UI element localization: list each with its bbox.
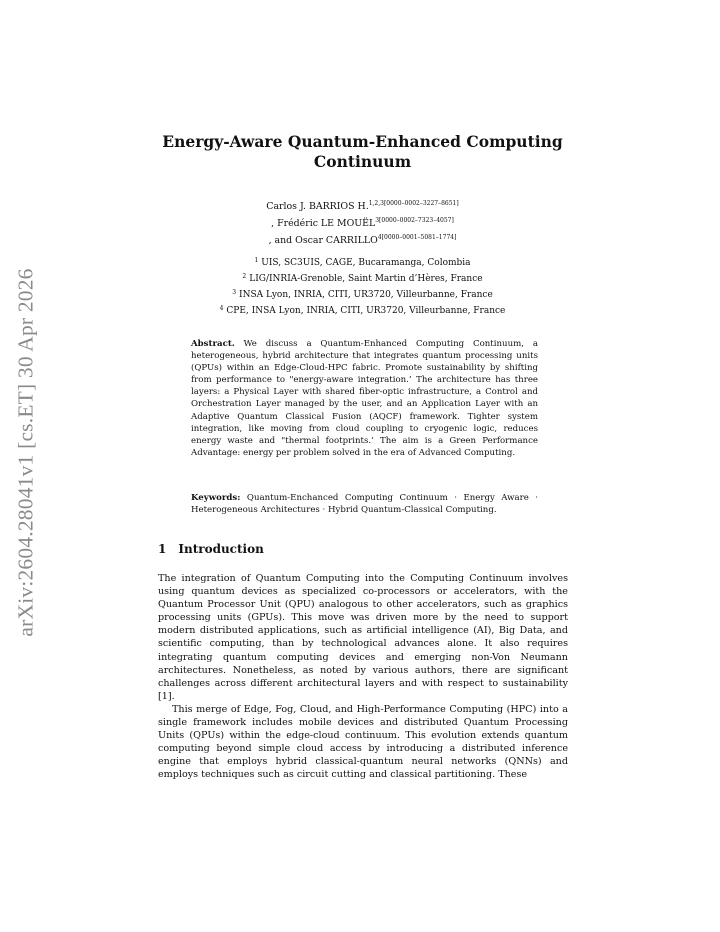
author-name: , Frédéric LE MOUËL <box>271 218 376 229</box>
affiliation <box>150 254 575 270</box>
author-name: Carlos J. BARRIOS H. <box>266 201 369 212</box>
arxiv-stamp <box>4 262 48 642</box>
affiliation-number: 2 <box>242 273 247 280</box>
affiliation-text: LIG/INRIA-Grenoble, Saint Martin d’Hères, France <box>249 274 483 284</box>
paragraph: The integration of Quantum Computing into the Computing Continuum involves using quantum devices as specialized co-processors or accelerators, with the Quantum Processor Unit (QPU) analogous to other accelerators, such as graphics processing units (GPUs). This move was driven more by the need to support modern distributed applications, such as artificial intelligence (AI), Big Data, and scientific computing, than by technological advances alone. It also requires integrating quantum computing devices and emerging non-Von Neumann architectures. Nonetheless, as noted by various authors, there are significant challenges across different architectural layers and with respect to sustainability [1]. <box>158 573 568 702</box>
paragraph: This merge of Edge, Fog, Cloud, and High-Performance Computing (HPC) into a single framework includes mobile devices and distributed Quantum Processing Units (QPUs) within the edge-cloud continuum. This evolution extends quantum computing beyond simple cloud access by introducing a distributed inference engine that employs hybrid classical-quantum neural networks (QNNs) and employs techniques such as circuit cutting and classical partitioning. These <box>158 703 568 781</box>
author-line <box>150 197 575 214</box>
affiliation <box>150 286 575 302</box>
affiliation-number: 3 <box>232 289 237 296</box>
affiliation-list <box>150 254 575 318</box>
author-list <box>150 197 575 248</box>
author-orcid: 3[0000–0002–7323–4057] <box>375 217 454 224</box>
affiliation-text: INSA Lyon, INRIA, CITI, UR3720, Villeurbanne, France <box>239 290 493 300</box>
author-orcid: 4[0000–0001–5081–1774] <box>377 234 457 241</box>
abstract-text: We discuss a Quantum-Enhanced Computing Continuum, a heterogeneous, hybrid architecture that integrates quantum processing units (QPUs) within an Edge-Cloud-HPC fabric. Promote sustainability by shifting from performance to "energy-aware integration.’ The architecture has three layers: a Physical Layer with shared fiber-optic infrastructure, a Control and Orchestration Layer managed by the user, and an Application Layer with an Adaptive Quantum Classical Fusion (AQCF) framework. Tighter system integration, like moving from cloud coupling to cryogenic logic, reduces energy waste and "thermal footprints.’ The aim is a Green Performance Advantage: energy per problem solved in the era of Advanced Computing. <box>191 339 538 458</box>
affiliation-number: 1 <box>254 257 259 264</box>
author-line <box>150 231 575 248</box>
keywords-label: Keywords: <box>191 493 241 503</box>
section-number: 1 <box>158 542 167 556</box>
arxiv-id: arXiv:2604.28041v1 [cs.ET] 30 Apr 2026 <box>13 267 38 637</box>
author-line <box>150 214 575 231</box>
affiliation <box>150 302 575 318</box>
abstract-label: Abstract. <box>191 339 235 349</box>
section-body <box>158 572 568 782</box>
author-name: , and Oscar CARRILLO <box>268 235 378 246</box>
affiliation-number: 4 <box>219 305 224 312</box>
affiliation-text: UIS, SC3UIS, CAGE, Bucaramanga, Colombia <box>261 258 471 268</box>
affiliation <box>150 270 575 286</box>
section-title: Introduction <box>178 542 264 556</box>
abstract <box>191 338 538 459</box>
section-heading <box>158 542 264 556</box>
paper-title: Energy-Aware Quantum-Enhanced Computing Continuum <box>162 132 563 171</box>
author-orcid: 1,2,3[0000–0002–3227–8651] <box>368 200 459 207</box>
keywords <box>191 492 538 516</box>
affiliation-text: CPE, INSA Lyon, INRIA, CITI, UR3720, Villeurbanne, France <box>226 306 506 316</box>
keywords-text: Quantum-Enchanced Computing Continuum · Energy Aware · Heterogeneous Architectures · Hybrid Quantum-Classical Computing. <box>191 493 539 516</box>
